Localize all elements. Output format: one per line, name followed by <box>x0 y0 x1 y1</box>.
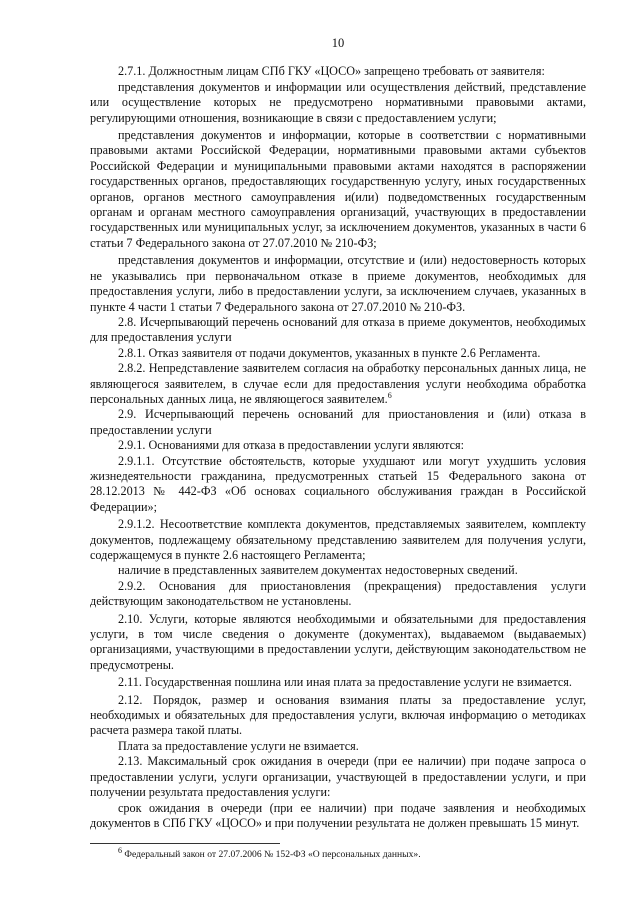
paragraph-prohibition-3: представления документов и информации, отсутствие и (или) недостоверность которых не указывались при первоначальном отказе в приеме документов, необходимых для предоставления услуги, либо в предоставлении услуги, за исключением случаев, указанных в пункте 4 части 1 статьи 7 Федерального закона от 27.07.2010 № 210-ФЗ. <box>90 253 586 314</box>
paragraph-2-12: 2.12. Порядок, размер и основания взимания платы за предоставление услуг, необходимых и обязательных для предоставления услуги, включая информацию о методиках расчета размера такой платы. <box>90 692 586 738</box>
page-number: 10 <box>331 36 345 50</box>
paragraph-no-fee: Плата за предоставление услуги не взимается. <box>118 738 359 753</box>
paragraph-2-8: 2.8. Исчерпывающий перечень оснований для отказа в приеме документов, необходимых для предоставления услуги <box>90 314 586 345</box>
paragraph-2-11: 2.11. Государственная пошлина или иная плата за предоставление услуги не взимается. <box>118 675 572 690</box>
paragraph-false-info: наличие в представленных заявителем документах недостоверных сведений. <box>118 563 518 578</box>
paragraph-prohibition-2: представления документов и информации, которые в соответствии с нормативными правовыми актами Российской Федерации, нормативными правовыми актами субъектов Российской Федерации и муниципальными правовыми актами находятся в распоряжении государственных органов, предоставляющих государственную услугу, иных государственных органов, органов местного самоуправления и(или) подведомственных государственным органам и органам местного самоуправления организаций, участвующих в предоставлении государственных или муниципальных услуг, за исключением документов, указанных в части 6 статьи 7 Федерального закона от 27.07.2010 № 210-ФЗ; <box>90 128 586 250</box>
paragraph-prohibition-1: представления документов и информации или осуществления действий, представление или осуществление которых не предусмотрено нормативными правовыми актами, регулирующими отношения, возникающие в связи с предоставлением услуги; <box>90 79 586 125</box>
paragraph-2-10: 2.10. Услуги, которые являются необходимыми и обязательными для предоставления услуги, в том числе сведения о документе (документах), выдаваемом (выдаваемых) организациями, участвующими в предоставлении услуги, действующим законодательством не предусмотрены. <box>90 611 586 672</box>
paragraph-2-8-2-text: 2.8.2. Непредставление заявителем согласия на обработку персональных данных лица, не являющегося заявителем, в случае если для предоставления услуги необходима обработка персональных данных лица, не являющегося заявителем. <box>90 361 586 406</box>
paragraph-2-8-2 <box>90 361 586 407</box>
paragraph-2-9-2: 2.9.2. Основания для приостановления (прекращения) предоставления услуги действующим законодательством не установлены. <box>90 578 586 609</box>
footnote-divider <box>90 843 280 844</box>
paragraph-2-13: 2.13. Максимальный срок ожидания в очереди (при ее наличии) при подаче запроса о предоставлении услуги, услуги организации, участвующей в предоставлении услуги, и при получении результата предоставления услуги: <box>90 754 586 800</box>
paragraph-2-9: 2.9. Исчерпывающий перечень оснований для приостановления и (или) отказа в предоставлении услуги <box>90 407 586 437</box>
paragraph-2-9-1-1: 2.9.1.1. Отсутствие обстоятельств, которые ухудшают или могут ухудшить условия жизнедеятельности гражданина, предусмотренных статьей 15 Федерального закона от 28.12.2013 № 442-ФЗ «Об основах социального обслуживания граждан в Российской Федерации»; <box>90 453 586 514</box>
paragraph-2-7-1: 2.7.1. Должностным лицам СПб ГКУ «ЦОСО» запрещено требовать от заявителя: <box>118 64 545 79</box>
paragraph-wait-time: срок ожидания в очереди (при ее наличии) при подаче заявления и необходимых документов в СПб ГКУ «ЦОСО» и при получении результата не должен превышать 15 минут. <box>90 800 586 830</box>
paragraph-2-9-1: 2.9.1. Основаниями для отказа в предоставлении услуги являются: <box>118 438 465 453</box>
footnote-text: Федеральный закон от 27.07.2006 № 152-ФЗ «О персональных данных». <box>122 849 421 861</box>
paragraph-2-8-1: 2.8.1. Отказ заявителя от подачи документов, указанных в пункте 2.6 Регламента. <box>118 345 541 360</box>
footnote-marker: 6 <box>118 846 122 856</box>
paragraph-2-9-1-2: 2.9.1.2. Несоответствие комплекта документов, представляемых заявителем, комплекту документов, подлежащему обязательному представлению заявителем для получения услуги, содержащемуся в пункте 2.6 настоящего Регламента; <box>90 517 586 562</box>
footnote-reference[interactable]: 6 <box>387 390 392 400</box>
footnote <box>90 846 586 861</box>
